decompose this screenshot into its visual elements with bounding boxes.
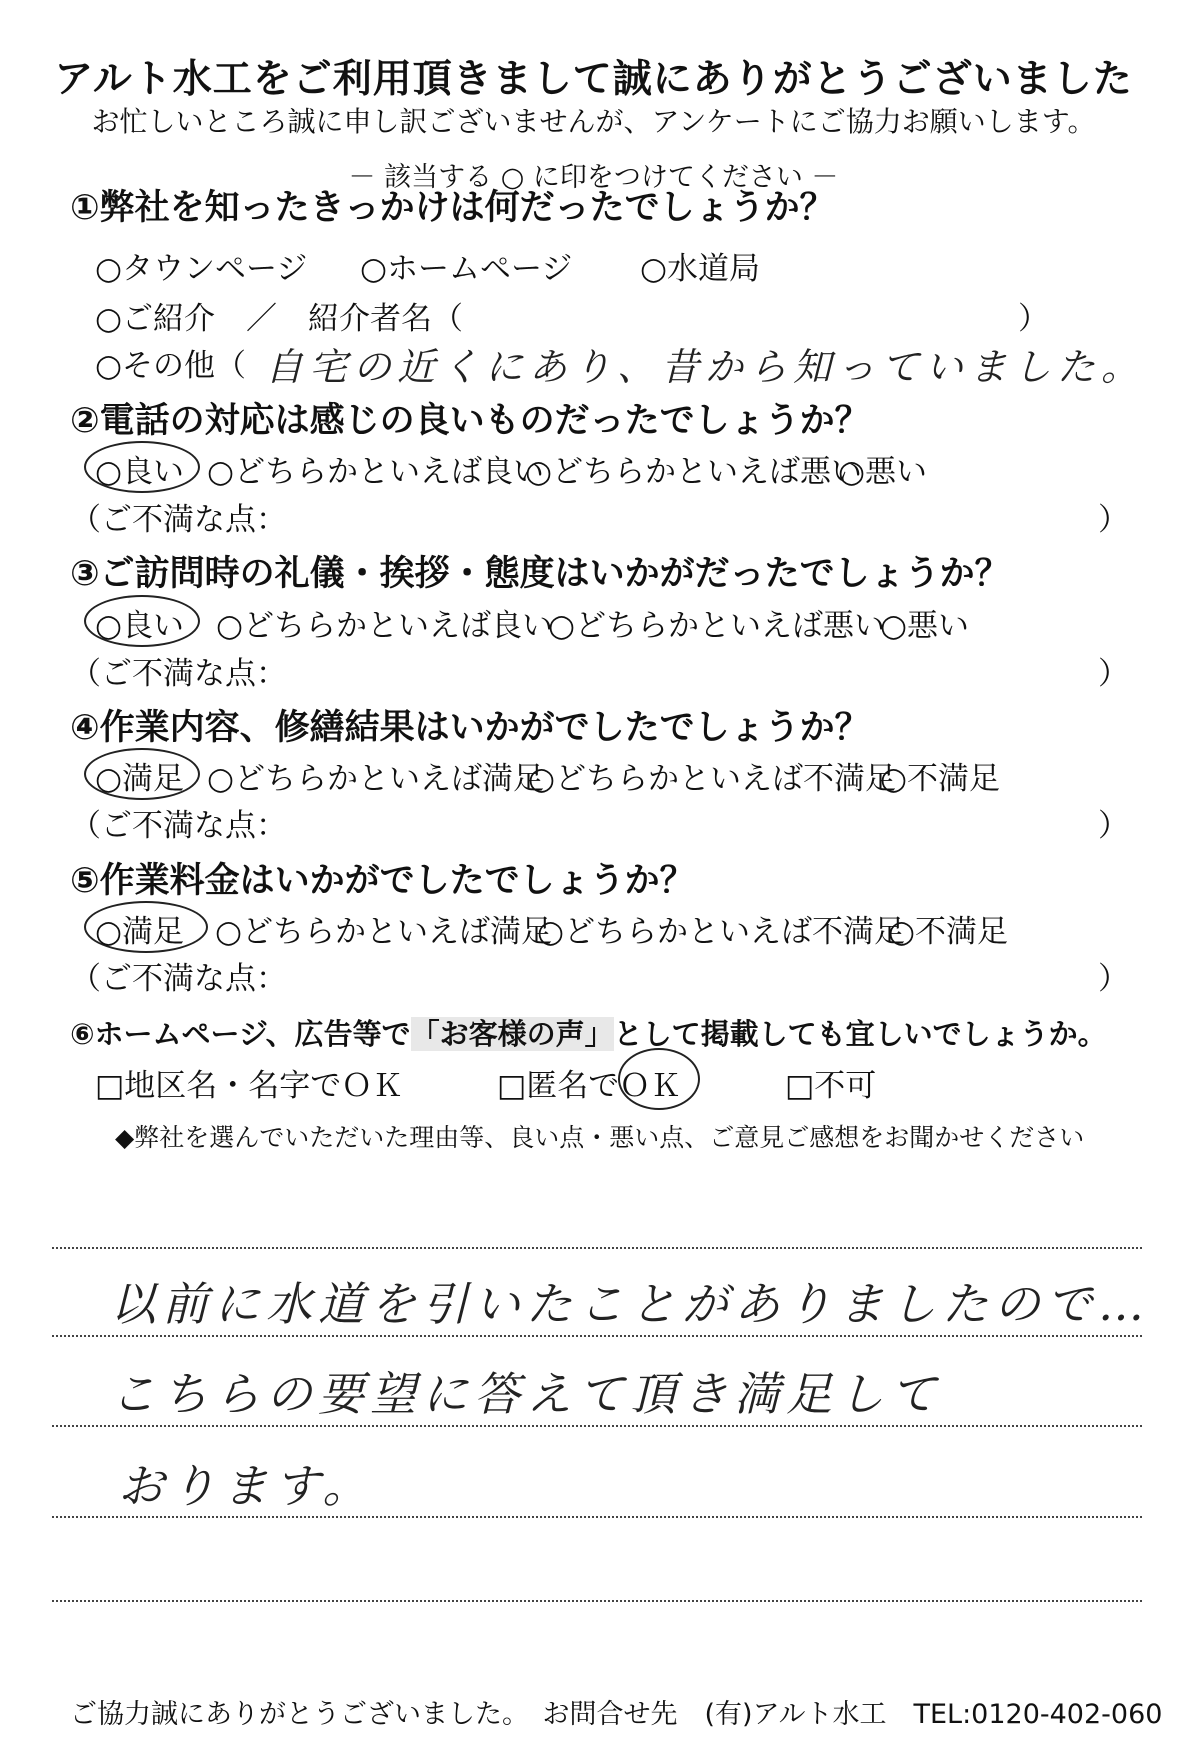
q3-option-good[interactable]: ○良い — [95, 608, 185, 644]
q5-option-unsatisfied[interactable]: ○不満足 — [888, 914, 1009, 950]
q2-option-rather-bad[interactable]: ○どちらかといえば悪い — [525, 454, 863, 490]
comment-line-divider — [52, 1335, 1142, 1337]
question-5: ⑤作業料金はいかがでしたでしょうか？ — [70, 861, 695, 901]
q4-option-unsatisfied[interactable]: ○不満足 — [880, 761, 1001, 797]
q6-option-anonymous-ok[interactable]: □匿名でＯＫ — [497, 1068, 682, 1104]
q1-referral-paren-close: ） — [1018, 301, 1049, 337]
q4-option-rather-satisfied[interactable]: ○どちらかといえば満足 — [207, 761, 545, 797]
q5-option-rather-satisfied[interactable]: ○どちらかといえば満足 — [215, 914, 553, 950]
q4-option-rather-unsatisfied[interactable]: ○どちらかといえば不満足 — [528, 761, 897, 797]
q6-selected-circle-mark — [618, 1048, 700, 1110]
comment-handwritten-line-1: 以前に水道を引いたことがありましたので… — [110, 1277, 1150, 1331]
question-6-suffix: として掲載しても宜しいでしょうか。 — [613, 1017, 1107, 1051]
q2-option-good[interactable]: ○良い — [95, 454, 185, 490]
question-4: ④作業内容、修繕結果はいかがでしたでしょうか？ — [70, 708, 870, 748]
question-2: ②電話の対応は感じの良いものだったでしょうか？ — [70, 401, 870, 441]
q3-option-rather-bad[interactable]: ○どちらかといえば悪い — [548, 608, 886, 644]
comment-line-divider — [52, 1600, 1142, 1602]
q1-option-referral[interactable]: ○ご紹介 ／ 紹介者名（ — [95, 301, 464, 337]
footer-contact: ご協力誠にありがとうございました。 お問合せ先 (有)アルト水工 TEL:0120-402-060 — [70, 1699, 1163, 1730]
comment-line-divider — [52, 1425, 1142, 1427]
question-6-highlight: 「お客様の声」 — [410, 1017, 614, 1051]
q5-complaint-label: （ご不満な点： — [70, 961, 287, 997]
survey-title: アルト水工をご利用頂きまして誠にありがとうございました — [54, 57, 1133, 102]
q2-complaint-paren-close: ） — [1098, 502, 1129, 538]
q4-complaint-paren-close: ） — [1098, 808, 1129, 844]
q3-option-rather-good[interactable]: ○どちらかといえば良い — [216, 608, 554, 644]
instruction-text: － 該当する ○ に印をつけてください － — [348, 162, 839, 193]
q2-complaint-label: （ご不満な点： — [70, 502, 287, 538]
q1-option-other[interactable]: ○その他（ — [95, 348, 247, 384]
q3-complaint-label: （ご不満な点： — [70, 656, 287, 692]
q5-complaint-paren-close: ） — [1098, 961, 1129, 997]
question-1: ①弊社を知ったきっかけは何だったでしょうか？ — [70, 188, 835, 228]
comment-handwritten-line-2: こちらの要望に答えて頂き満足して — [110, 1367, 942, 1421]
question-6 — [70, 1012, 1107, 1053]
q1-option-homepage[interactable]: ○ホームページ — [360, 251, 573, 287]
q5-option-rather-unsatisfied[interactable]: ○どちらかといえば不満足 — [537, 914, 906, 950]
comments-prompt: ◆弊社を選んでいただいた理由等、良い点・悪い点、ご意見ご感想をお聞かせください — [115, 1123, 1085, 1152]
survey-subtitle: お忙しいところ誠に申し訳ございませんが、アンケートにご協力お願いします。 — [91, 105, 1096, 138]
q5-option-satisfied[interactable]: ○満足 — [95, 914, 185, 950]
question-3: ③ご訪問時の礼儀・挨拶・態度はいかがだったでしょうか？ — [70, 554, 1010, 594]
q6-option-not-allowed[interactable]: □不可 — [785, 1068, 877, 1104]
q3-option-bad[interactable]: ○悪い — [880, 608, 970, 644]
q3-complaint-paren-close: ） — [1098, 656, 1129, 692]
q4-option-satisfied[interactable]: ○満足 — [95, 761, 185, 797]
q6-option-area-name-ok[interactable]: □地区名・名字でＯＫ — [95, 1068, 404, 1104]
comment-line-divider — [52, 1247, 1142, 1249]
q2-option-bad[interactable]: ○悪い — [838, 454, 928, 490]
question-6-prefix: ⑥ホームページ、広告等で — [70, 1017, 411, 1051]
comment-line-divider — [52, 1516, 1142, 1518]
q2-option-rather-good[interactable]: ○どちらかといえば良い — [207, 454, 545, 490]
q1-option-water-bureau[interactable]: ○水道局 — [640, 251, 761, 287]
comment-handwritten-line-3: おります。 — [118, 1459, 375, 1513]
q1-other-handwritten-answer: 自宅の近くにあり、昔から知っていました。 — [265, 345, 1146, 389]
q4-complaint-label: （ご不満な点： — [70, 808, 287, 844]
q1-option-townpage[interactable]: ○タウンページ — [95, 251, 308, 287]
